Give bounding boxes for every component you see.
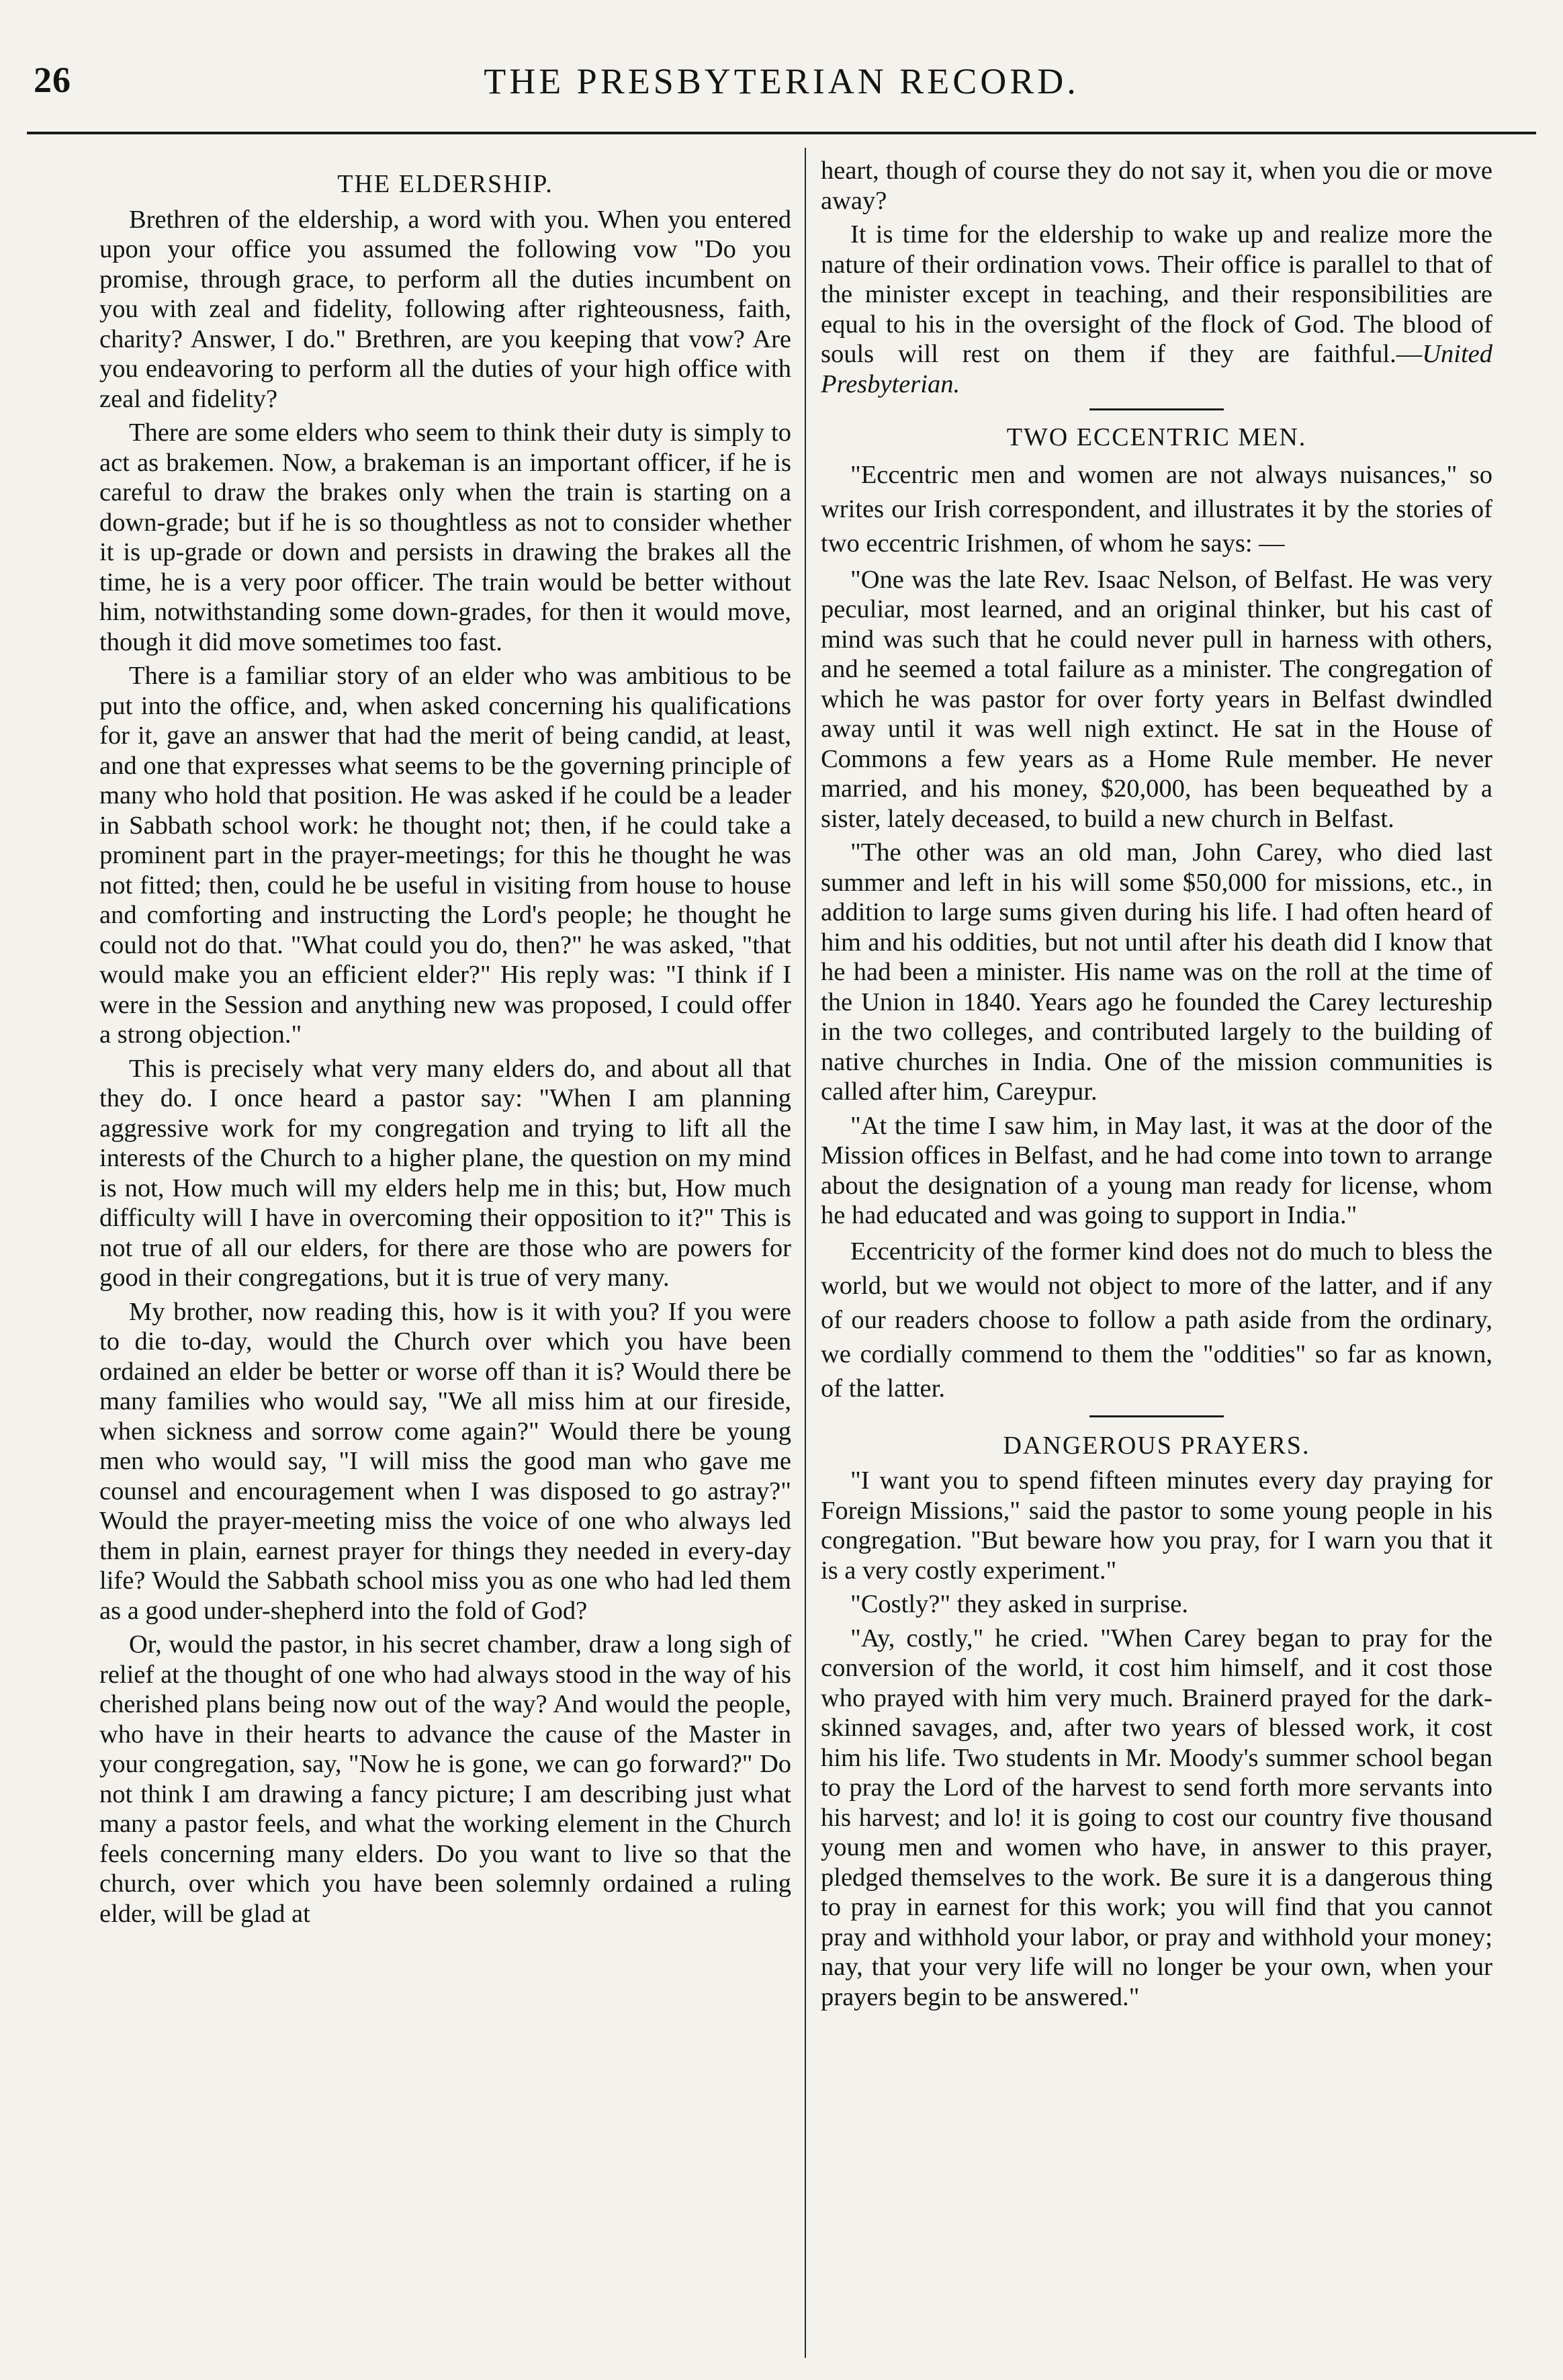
eccentric-paragraph: Eccentricity of the former kind does not do much to bless the world, but we would not object to more of the latter, and if any of our readers choose to follow a path aside from the ordinary, we cordially commend to them the "oddities" so far as known, of the latter. bbox=[821, 1237, 1492, 1403]
right-column bbox=[821, 156, 1492, 2359]
eccentric-outro bbox=[821, 1235, 1492, 1406]
prayers-paragraph: "Costly?" they asked in surprise. bbox=[850, 1590, 1188, 1618]
eldership-paragraph: Brethren of the eldership, a word with you. When you entered upon your office you assumed the following vow "Do you promise, through grace, to perform all the duties incumbent on you with zeal and fidelity, following after righteousness, faith, charity? Answer, I do." Brethren, are you keeping that vow? Are you endeavoring to perform all the duties of your high office with zeal and fidelity? bbox=[99, 205, 791, 413]
page-header bbox=[27, 59, 1536, 113]
section-rule bbox=[1089, 1415, 1224, 1417]
eccentric-paragraph: "At the time I saw him, in May last, it was at the door of the Mission offices in Belfast, and he had come into town to arrange about the designation of a young man ready for license, whom he had educated and was going to support in India." bbox=[821, 1111, 1492, 1229]
eccentric-paragraph: "One was the late Rev. Isaac Nelson, of Belfast. He was very peculiar, most learned, and an original thinker, but his cast of mind was such that he could never pull in harness with others, and he seemed a total failure as a minister. The congregation of which he was pastor for over forty years in Belfast dwindled away until it was well nigh extinct. He sat in the House of Commons a few years as a Home Rule member. He never married, and his money, $20,000, has been bequeathed by a sister, lately deceased, to build a new church in Belfast. bbox=[821, 565, 1492, 833]
eldership-source: United Presbyterian. bbox=[821, 340, 1492, 398]
eldership-paragraph: My brother, now reading this, how is it with you? If you were to die to-day, would the Church over which you have been ordained an elder be better or worse off than it is? Would there be many families who would say, "We all miss him at our fireside, when sickness and sorrow come again?" Would there be young men who would say, "I will miss the good man who gave me counsel and encouragement when I was disposed to go astray?" Would the prayer-meeting miss the voice of one who always led them in plain, earnest prayer for things they needed in every-day life? Would the Sabbath school miss you as one who had led them as a good under-shepherd into the fold of God? bbox=[99, 1297, 791, 1625]
eldership-closing-text: It is time for the eldership to wake up and realize more the nature of their ordination vows. Their office is parallel to that of the minister except in teaching, and their responsibilities are equal to his in the oversight of the flock of God. The blood of souls will rest on them if they are faithful. bbox=[821, 220, 1492, 368]
article-title-eccentric: TWO ECCENTRIC MEN. bbox=[1006, 423, 1307, 451]
eccentric-intro bbox=[821, 458, 1492, 561]
section-rule bbox=[1089, 408, 1224, 410]
prayers-paragraph: "I want you to spend fifteen minutes every day praying for Foreign Missions," said the pastor to some young people in his congregation. "But beware how you pray, for I warn you that it is a very costly experiment." bbox=[821, 1466, 1492, 1585]
eldership-closing-paragraph: It is time for the eldership to wake up and realize more the nature of their ordination vows. Their office is parallel to that of the minister except in teaching, and their responsibilities are equal to his in the oversight of the flock of God. The blood of souls will rest on them if they are faithful.—United Presbyterian. bbox=[821, 220, 1492, 398]
running-title: THE PRESBYTERIAN RECORD. bbox=[484, 61, 1079, 101]
prayers-paragraph: "Ay, costly," he cried. "When Carey began to pray for the conversion of the world, it cost him himself, and it cost those who prayed with him very much. Brainerd prayed for the dark-skinned savages, and, after two years of blessed work, it cost him his life. Two students in Mr. Moody's summer school began to pray the Lord of the harvest to send forth more servants into his harvest; and lo! it is going to cost our country five thousand young men and women who have, in answer to this prayer, pledged themselves to the work. Be sure it is a dangerous thing to pray in earnest for this work; you will find that you cannot pray and withhold your labor, or pray and withhold your money; nay, that your very life will no longer be your own, when your prayers begin to be answered." bbox=[821, 1624, 1492, 2011]
eccentric-paragraph: "The other was an old man, John Carey, who died last summer and left in his will some $50,000 for missions, etc., in addition to large sums given during his life. I had often heard of him and his oddities, but not until after his death did I know that he had been a minister. His name was on the roll at the time of the Union in 1840. Years ago he founded the Carey lectureship in the two colleges, and contributed largely to the building of native churches in India. One of the mission communities is called after him, Careypur. bbox=[821, 838, 1492, 1106]
left-column bbox=[99, 156, 791, 2359]
header-rule bbox=[27, 132, 1536, 134]
column-divider bbox=[805, 148, 806, 2358]
eldership-continuation: heart, though of course they do not say it, when you die or move away? bbox=[821, 157, 1492, 215]
article-title-eldership: THE ELDERSHIP. bbox=[337, 170, 553, 198]
eldership-paragraph: There are some elders who seem to think their duty is simply to act as brakemen. Now, a brakeman is an important officer, if he is careful to draw the brakes only when the train is starting on a down-grade; but if he is so thoughtless as not to consider whether it is up-grade or down and persists in drawing the brakes all the time, he is a very poor officer. The train would be better without him, notwithstanding some down-grades, for then it would move, though it did move sometimes too fast. bbox=[99, 418, 791, 656]
eldership-paragraph: Or, would the pastor, in his secret chamber, draw a long sigh of relief at the thought of one who had always stood in the way of his cherished plans being now out of the way? And would the people, who have in their hearts to advance the cause of the Master in your congregation, say, "Now he is gone, we can go forward?" Do not think I am drawing a fancy picture; I am describing just what many a pastor feels, and what the working element in the Church feels concerning many elders. Do you want to live so that the church, over which you have been solemnly ordained a ruling elder, will be glad at bbox=[99, 1630, 791, 1928]
page-number: 26 bbox=[34, 60, 71, 100]
eldership-paragraph: There is a familiar story of an elder who was ambitious to be put into the office, and, when asked concerning his qualifications for it, gave an answer that had the merit of being candid, at least, and one that expresses what seems to be the governing principle of many who hold that position. He was asked if he could be a leader in Sabbath school work: he thought not; then, if he could take a prominent part in the prayer-meetings; for this he thought he was not fitted; then, could he be useful in visiting from house to house and comforting and instructing the Lord's people; he thought he could not do that. "What could you do, then?" he was asked, "that would make you an efficient elder?" His reply was: "I think if I were in the Session and anything new was proposed, I could offer a strong objection." bbox=[99, 662, 791, 1049]
eldership-paragraph: This is precisely what very many elders do, and about all that they do. I once heard a pastor say: "When I am planning aggressive work for my congregation and trying to lift all the interests of the Church to a higher plane, the question on my mind is not, How much will my elders help me in this; but, How much difficulty will I have in overcoming their opposition to it?" This is not true of all our elders, for there are those who are powers for good in their congregations, but it is true of very many. bbox=[99, 1054, 791, 1292]
article-title-prayers: DANGEROUS PRAYERS. bbox=[1003, 1431, 1310, 1460]
eccentric-paragraph: "Eccentric men and women are not always nuisances," so writes our Irish correspondent, and illustrates it by the stories of two eccentric Irishmen, of whom he says: — bbox=[821, 460, 1492, 558]
